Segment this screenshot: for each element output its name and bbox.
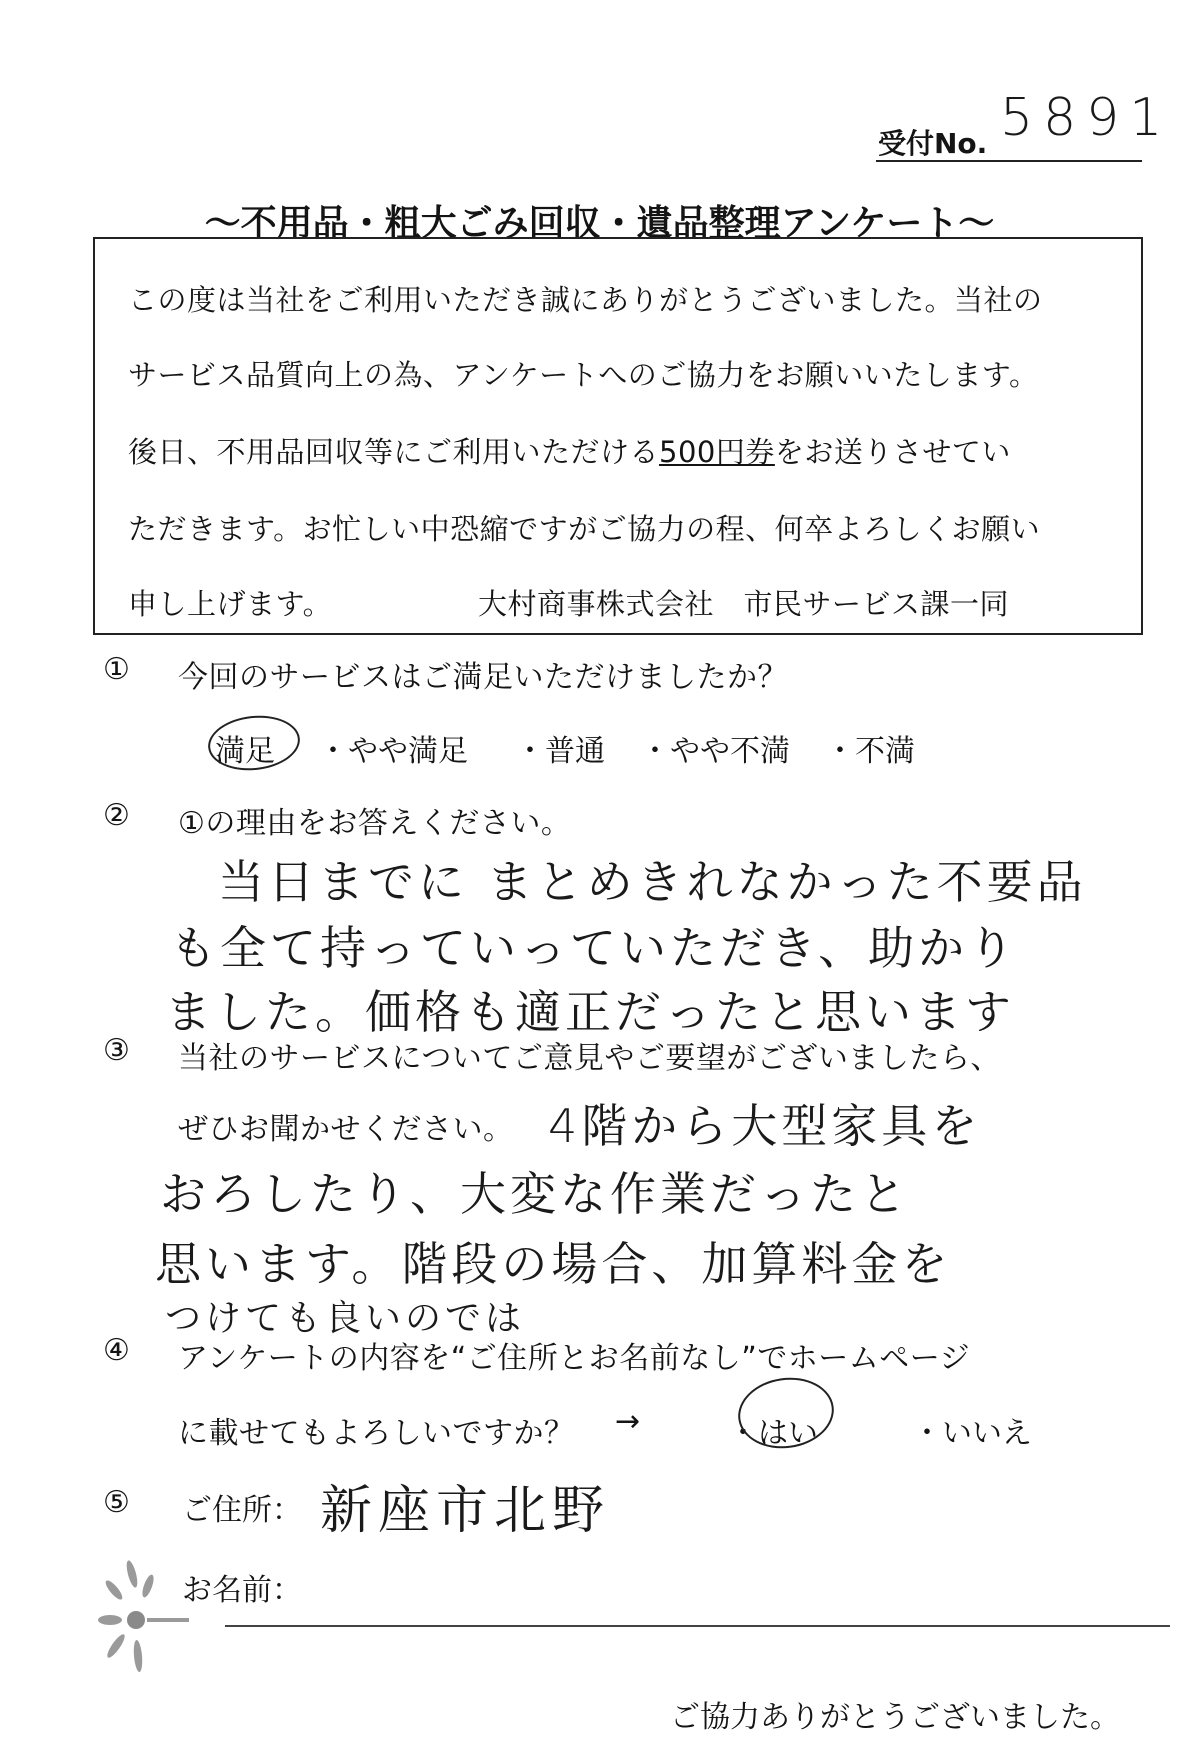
address-label: ご住所： (182, 1493, 302, 1528)
handwritten-answer-line: 当日までに まとめきれなかった不要品 (218, 855, 1087, 909)
question-number: ① (103, 652, 130, 687)
voucher-amount: 500円券 (659, 435, 775, 469)
intro-line: サービス品質向上の為、アンケートへのご協力をお願いいたします。 (128, 358, 1039, 392)
question-number: ② (103, 798, 130, 833)
option-no[interactable]: ・いいえ (912, 1416, 1032, 1451)
question-number: ④ (103, 1333, 130, 1368)
handwritten-answer-line: ました。価格も適正だったと思います (165, 985, 1015, 1039)
question-text: 今回のサービスはご満足いただけましたか？ (178, 660, 788, 695)
option-yes[interactable]: ・はい (728, 1416, 818, 1451)
company-signature: 大村商事株式会社 市民サービス課一同 (478, 587, 1010, 621)
question-text-continued: に載せてもよろしいですか？ (178, 1416, 575, 1451)
intro-line: この度は当社をご利用いただき誠にありがとうございました。当社の (128, 283, 1043, 317)
handwritten-answer-line: 思います。階段の場合、加算料金を (155, 1237, 952, 1291)
intro-text: 後日、不用品回収等にご利用いただける (128, 435, 660, 469)
address-value[interactable]: 新座市北野 (320, 1481, 611, 1541)
intro-text: をお送りさせてい (774, 435, 1011, 469)
handwritten-answer-line: も全て持っていっていただき、助かり (170, 921, 1019, 975)
option-somewhat-satisfied[interactable]: ・やや満足 (318, 734, 468, 769)
option-somewhat-dissatisfied[interactable]: ・やや不満 (640, 734, 790, 769)
option-dissatisfied[interactable]: ・不満 (825, 734, 915, 769)
handwritten-answer-line: 4階から大型家具を (548, 1099, 982, 1153)
receipt-label: 受付No. (878, 127, 988, 160)
handwritten-answer-line: つけても良いのでは (165, 1298, 526, 1339)
question-text: アンケートの内容を“ご住所とお名前なし”でホームページ (178, 1341, 971, 1376)
question-number: ⑤ (103, 1485, 130, 1520)
question-number: ③ (103, 1033, 130, 1068)
question-text: ①の理由をお答えください。 (178, 806, 572, 841)
flower-icon (92, 1560, 192, 1680)
receipt-underline (876, 160, 1142, 162)
intro-line: 申し上げます。 (128, 587, 333, 621)
handwritten-answer-line: おろしたり、大変な作業だったと (160, 1167, 910, 1221)
intro-line: ただきます。お忙しい中恐縮ですがご協力の程、何卒よろしくお願い (128, 512, 1041, 546)
receipt-number: 5891 (1000, 88, 1173, 148)
name-label: お名前： (182, 1573, 302, 1608)
question-text-continued: ぜひお聞かせください。 (178, 1112, 514, 1147)
option-satisfied[interactable]: 満足 (215, 734, 275, 769)
intro-line (128, 430, 1011, 471)
thank-you-message: ご協力ありがとうございました。 (670, 1700, 1120, 1735)
option-neutral[interactable]: ・普通 (515, 734, 605, 769)
form-title: ～不用品・粗大ごみ回収・遺品整理アンケート～ (204, 203, 995, 244)
question-text: 当社のサービスについてご意見やご要望がございましたら、 (178, 1041, 1001, 1076)
name-field-line[interactable] (225, 1625, 1170, 1627)
arrow-right-icon: → (615, 1404, 641, 1439)
